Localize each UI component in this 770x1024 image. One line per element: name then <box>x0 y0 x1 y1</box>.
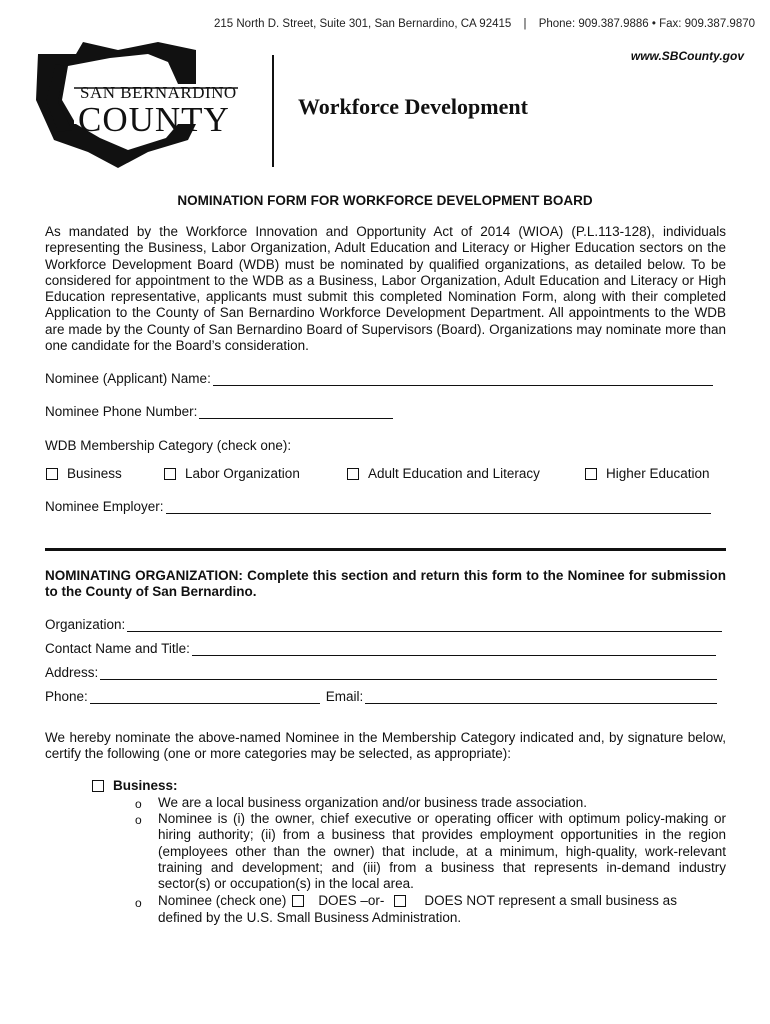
organization-label: Organization: <box>45 617 126 632</box>
section-divider <box>45 548 726 551</box>
bullet-2: o <box>135 813 142 827</box>
bullet-3: o <box>135 896 142 910</box>
category-labor-label: Labor Organization <box>185 466 300 481</box>
logo-line-2: COUNTY <box>78 100 230 139</box>
header-contact-line <box>214 18 755 30</box>
website-link[interactable]: www.SBCounty.gov <box>630 49 744 63</box>
category-adult-ed-checkbox[interactable] <box>347 468 359 480</box>
category-business-label: Business <box>67 466 122 481</box>
header-address: 215 North D. Street, Suite 301, San Bernardino, CA 92415 <box>214 18 512 30</box>
category-higher-ed-checkbox[interactable] <box>585 468 597 480</box>
category-business-option[interactable] <box>46 466 122 481</box>
county-logo <box>28 40 246 170</box>
nominee-name-label: Nominee (Applicant) Name: <box>45 371 211 386</box>
form-title: NOMINATION FORM FOR WORKFORCE DEVELOPMENT BOARD <box>177 193 593 208</box>
header-separator: | <box>523 18 527 30</box>
contact-row <box>45 641 716 656</box>
intro-paragraph: As mandated by the Workforce Innovation and Opportunity Act of 2014 (WIOA) (P.L.113-128), individuals representing the Business, Labor Organization, Adult Education and Literacy or Higher Education sectors on the Workforce Development Board (WDB) must be nominated by qualified organizations, as detailed below. To be considered for appointment to the WDB as a Business, Labor Organization, Adult Education and Literacy or High Education representative, applicants must submit this completed Nomination Form, along with their completed Application to the County of San Bernardino Workforce Development Department. All appointments to the WDB are made by the County of San Bernardino Board of Supervisors (Board). Organizations may nominate more than one candidate for the Board’s consideration. <box>45 224 726 354</box>
department-name: Workforce Development <box>298 94 528 119</box>
organization-row <box>45 617 722 632</box>
header-phone-fax: Phone: 909.387.9886 • Fax: 909.387.9870 <box>538 18 756 30</box>
business-section-checkbox[interactable] <box>92 780 104 792</box>
nominee-employer-row <box>45 499 711 514</box>
does-not-label: DOES NOT represent a small business as <box>424 893 677 908</box>
address-row <box>45 665 717 680</box>
org-phone-label: Phone: <box>45 689 88 704</box>
does-not-checkbox[interactable] <box>394 895 406 907</box>
category-labor-checkbox[interactable] <box>164 468 176 480</box>
address-label: Address: <box>45 665 99 680</box>
category-adult-ed-label: Adult Education and Literacy <box>368 466 540 481</box>
business-section-label: Business: <box>113 778 178 793</box>
phone-email-row <box>45 689 717 704</box>
nominee-phone-row <box>45 404 393 419</box>
logo-line-1: SAN BERNARDINO <box>80 83 237 102</box>
header-divider <box>272 55 274 167</box>
nominee-name-row <box>45 371 713 386</box>
business-item-1: We are a local business organization and/or business trade association. <box>158 795 588 810</box>
does-label: DOES –or- <box>318 893 385 908</box>
category-higher-ed-option[interactable] <box>585 466 710 481</box>
nominee-employer-field[interactable] <box>166 499 711 514</box>
category-labor-option[interactable] <box>164 466 300 481</box>
organization-field[interactable] <box>127 617 722 632</box>
org-email-field[interactable] <box>365 689 717 704</box>
nominee-phone-label: Nominee Phone Number: <box>45 404 198 419</box>
business-item-2: Nominee is (i) the owner, chief executive or operating officer with optimum policy-making or hiring authority; (ii) from a business that provides employment opportunities in the region (employees other than the owner) that include, at a minimum, high-quality, work-relevant training and development; and (iii) from a business that represents in-demand industry sector(s) or occupation(s) in the local area. <box>158 811 726 892</box>
small-business-row <box>158 893 726 908</box>
nominee-employer-label: Nominee Employer: <box>45 499 164 514</box>
does-checkbox[interactable] <box>292 895 304 907</box>
nominee-phone-field[interactable] <box>199 404 393 419</box>
bullet-1: o <box>135 797 142 811</box>
org-email-label: Email: <box>325 689 364 704</box>
nominee-name-field[interactable] <box>213 371 713 386</box>
org-section-heading: NOMINATING ORGANIZATION: Complete this section and return this form to the Nominee for submission to the County of San Bernardino. <box>45 568 726 600</box>
org-phone-field[interactable] <box>90 689 320 704</box>
contact-label: Contact Name and Title: <box>45 641 190 656</box>
category-adult-ed-option[interactable] <box>347 466 540 481</box>
small-business-continuation: defined by the U.S. Small Business Administration. <box>158 910 462 925</box>
address-field[interactable] <box>100 665 717 680</box>
check-one-label: Nominee (check one) <box>158 893 287 908</box>
category-business-checkbox[interactable] <box>46 468 58 480</box>
business-section-option[interactable] <box>92 778 178 793</box>
category-higher-ed-label: Higher Education <box>606 466 710 481</box>
category-label: WDB Membership Category (check one): <box>45 438 292 453</box>
certify-paragraph: We hereby nominate the above-named Nominee in the Membership Category indicated and, by signature below, certify the following (one or more categories may be selected, as appropriate): <box>45 730 726 762</box>
contact-field[interactable] <box>192 641 716 656</box>
